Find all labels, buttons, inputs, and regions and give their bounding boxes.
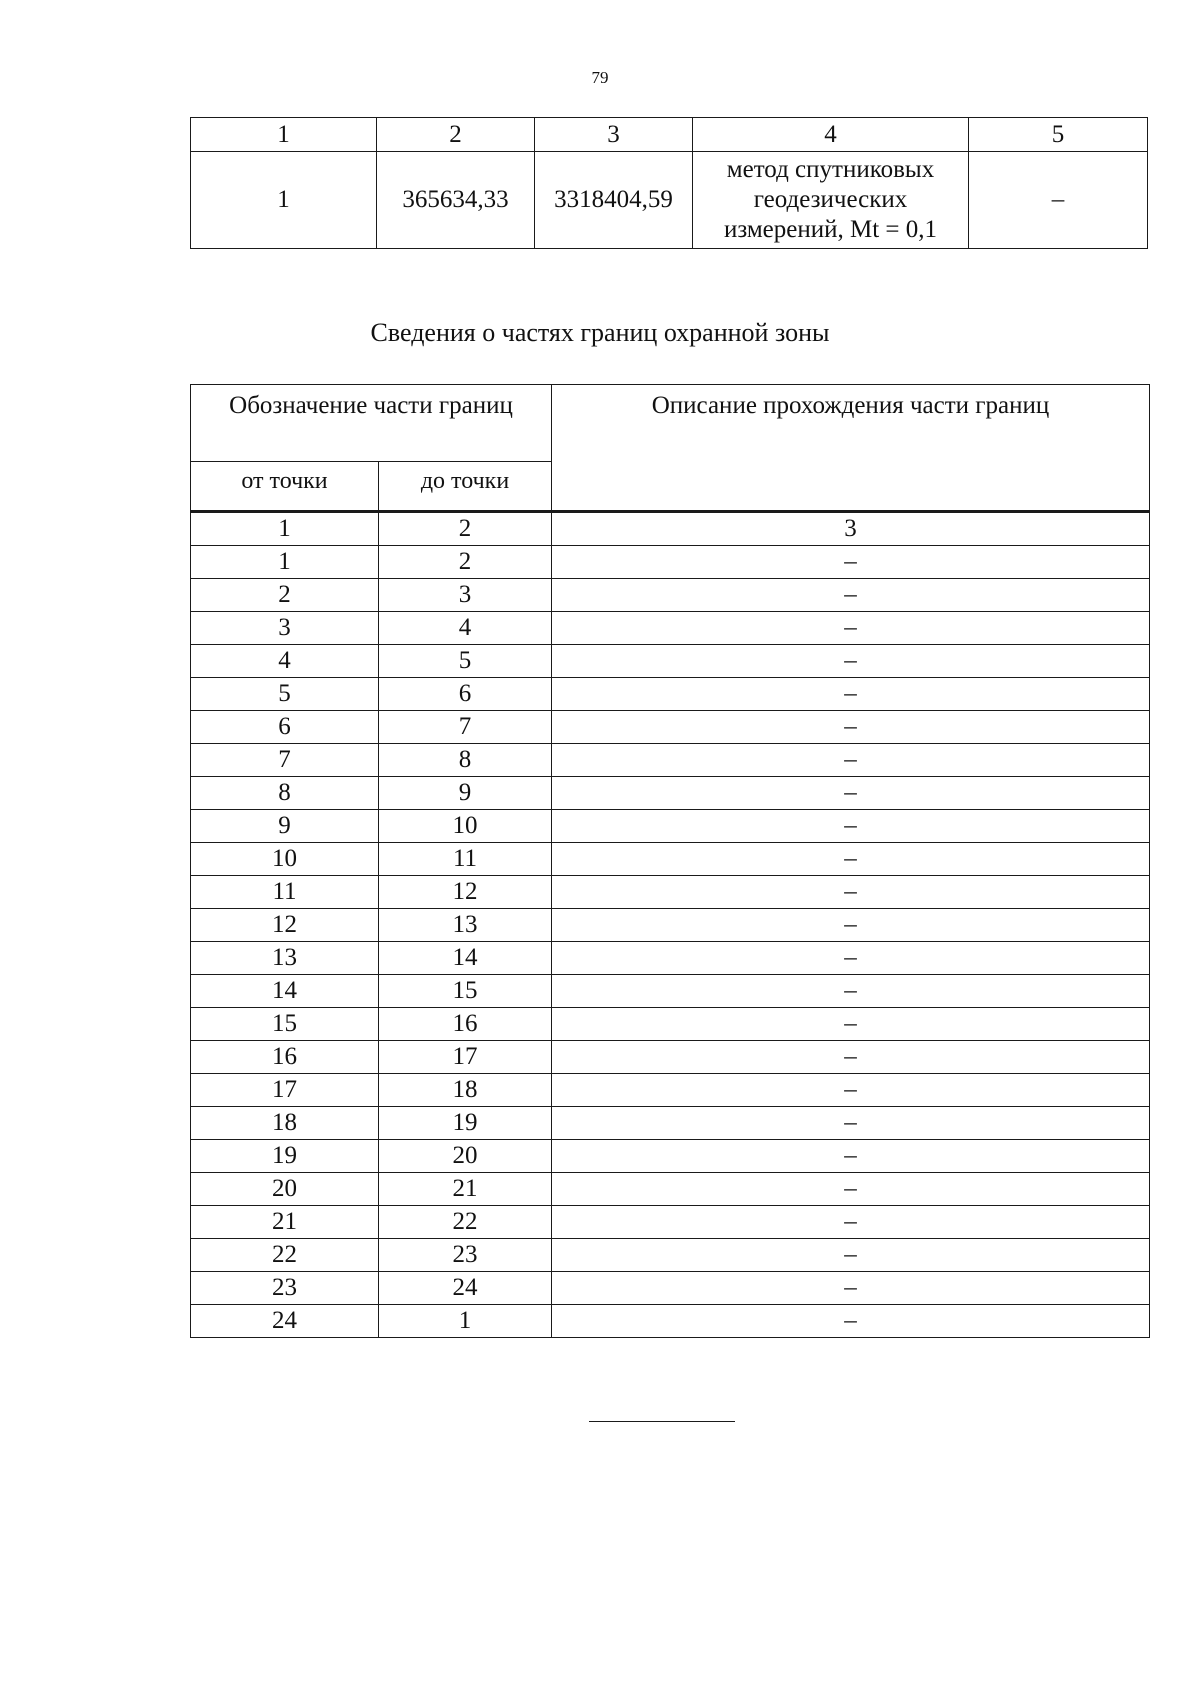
from-point-cell: 3 bbox=[191, 612, 379, 645]
to-point-cell: 24 bbox=[379, 1272, 552, 1305]
description-cell: – bbox=[552, 579, 1150, 612]
table-row bbox=[191, 843, 1150, 876]
to-point-cell: 16 bbox=[379, 1008, 552, 1041]
description-cell: – bbox=[552, 1206, 1150, 1239]
description-cell: – bbox=[552, 1041, 1150, 1074]
table-row bbox=[191, 909, 1150, 942]
from-point-cell: 19 bbox=[191, 1140, 379, 1173]
designation-header: Обозначение части границ bbox=[191, 385, 552, 462]
description-cell: – bbox=[552, 810, 1150, 843]
table-row bbox=[191, 1041, 1150, 1074]
description-header: Описание прохождения части границ bbox=[552, 385, 1150, 512]
section-title: Сведения о частях границ охранной зоны bbox=[370, 318, 830, 347]
table-row bbox=[191, 579, 1150, 612]
to-point-cell: 22 bbox=[379, 1206, 552, 1239]
parts-table-body bbox=[191, 546, 1150, 1338]
from-point-cell: 18 bbox=[191, 1107, 379, 1140]
description-cell: – bbox=[552, 876, 1150, 909]
from-point-cell: 16 bbox=[191, 1041, 379, 1074]
from-point-cell: 2 bbox=[191, 579, 379, 612]
from-point-header: от точки bbox=[191, 462, 379, 512]
to-point-cell: 9 bbox=[379, 777, 552, 810]
method-line: геодезических bbox=[753, 186, 908, 213]
table-row bbox=[191, 1074, 1150, 1107]
to-point-cell: 5 bbox=[379, 645, 552, 678]
to-point-cell: 10 bbox=[379, 810, 552, 843]
from-point-cell: 14 bbox=[191, 975, 379, 1008]
to-point-cell: 18 bbox=[379, 1074, 552, 1107]
from-point-cell: 11 bbox=[191, 876, 379, 909]
to-point-cell: 7 bbox=[379, 711, 552, 744]
table-row bbox=[191, 711, 1150, 744]
from-point-cell: 7 bbox=[191, 744, 379, 777]
table-row bbox=[191, 810, 1150, 843]
column-number-row bbox=[191, 512, 1150, 546]
description-cell: – bbox=[552, 1305, 1150, 1338]
from-point-cell: 15 bbox=[191, 1008, 379, 1041]
boundary-parts-table bbox=[190, 384, 1150, 1338]
table-row bbox=[191, 546, 1150, 579]
coordinates-header-row bbox=[191, 118, 1148, 152]
description-cell: – bbox=[552, 1272, 1150, 1305]
x-coordinate-cell: 365634,33 bbox=[377, 152, 535, 249]
coordinates-header-cell: 4 bbox=[693, 118, 969, 152]
to-point-cell: 23 bbox=[379, 1239, 552, 1272]
coordinates-header-cell: 1 bbox=[191, 118, 377, 152]
page-number: 79 bbox=[591, 68, 609, 87]
to-point-cell: 2 bbox=[379, 546, 552, 579]
column-number-cell: 1 bbox=[191, 512, 379, 546]
to-point-cell: 20 bbox=[379, 1140, 552, 1173]
to-point-cell: 17 bbox=[379, 1041, 552, 1074]
table-row bbox=[191, 678, 1150, 711]
description-cell: – bbox=[552, 1173, 1150, 1206]
description-cell: – bbox=[552, 1074, 1150, 1107]
description-cell: – bbox=[552, 711, 1150, 744]
from-point-cell: 17 bbox=[191, 1074, 379, 1107]
from-point-cell: 23 bbox=[191, 1272, 379, 1305]
table-row bbox=[191, 1305, 1150, 1338]
note-cell: – bbox=[969, 152, 1148, 249]
description-cell: – bbox=[552, 1008, 1150, 1041]
column-number-cell: 2 bbox=[379, 512, 552, 546]
description-cell: – bbox=[552, 942, 1150, 975]
from-point-cell: 1 bbox=[191, 546, 379, 579]
description-cell: – bbox=[552, 975, 1150, 1008]
from-point-cell: 9 bbox=[191, 810, 379, 843]
table-row bbox=[191, 1239, 1150, 1272]
from-point-cell: 12 bbox=[191, 909, 379, 942]
table-row bbox=[191, 1008, 1150, 1041]
from-point-cell: 4 bbox=[191, 645, 379, 678]
method-line: измерений, Mt = 0,1 bbox=[723, 216, 938, 243]
from-point-cell: 6 bbox=[191, 711, 379, 744]
from-point-cell: 8 bbox=[191, 777, 379, 810]
method-line: метод спутниковых bbox=[726, 156, 935, 183]
from-point-cell: 5 bbox=[191, 678, 379, 711]
to-point-cell: 4 bbox=[379, 612, 552, 645]
coordinates-header-cell: 2 bbox=[377, 118, 535, 152]
from-point-cell: 21 bbox=[191, 1206, 379, 1239]
table-row bbox=[191, 1107, 1150, 1140]
description-cell: – bbox=[552, 843, 1150, 876]
parts-header-row bbox=[191, 385, 1150, 462]
from-point-cell: 20 bbox=[191, 1173, 379, 1206]
column-number-cell: 3 bbox=[552, 512, 1150, 546]
description-cell: – bbox=[552, 1140, 1150, 1173]
description-cell: – bbox=[552, 777, 1150, 810]
to-point-cell: 14 bbox=[379, 942, 552, 975]
table-row bbox=[191, 1173, 1150, 1206]
to-point-cell: 19 bbox=[379, 1107, 552, 1140]
description-cell: – bbox=[552, 678, 1150, 711]
table-row bbox=[191, 1140, 1150, 1173]
coordinates-header-cell: 5 bbox=[969, 118, 1148, 152]
description-cell: – bbox=[552, 744, 1150, 777]
description-cell: – bbox=[552, 1239, 1150, 1272]
table-row bbox=[191, 777, 1150, 810]
coordinates-header-cell: 3 bbox=[535, 118, 693, 152]
from-point-cell: 22 bbox=[191, 1239, 379, 1272]
to-point-cell: 13 bbox=[379, 909, 552, 942]
table-row bbox=[191, 942, 1150, 975]
to-point-cell: 8 bbox=[379, 744, 552, 777]
to-point-cell: 15 bbox=[379, 975, 552, 1008]
method-cell bbox=[693, 152, 969, 249]
y-coordinate-cell: 3318404,59 bbox=[535, 152, 693, 249]
point-number-cell: 1 bbox=[191, 152, 377, 249]
table-row bbox=[191, 744, 1150, 777]
to-point-cell: 11 bbox=[379, 843, 552, 876]
from-point-cell: 13 bbox=[191, 942, 379, 975]
table-row bbox=[191, 612, 1150, 645]
table-row bbox=[191, 876, 1150, 909]
end-divider bbox=[589, 1421, 735, 1422]
table-row bbox=[191, 645, 1150, 678]
to-point-cell: 12 bbox=[379, 876, 552, 909]
from-point-cell: 10 bbox=[191, 843, 379, 876]
from-point-cell: 24 bbox=[191, 1305, 379, 1338]
to-point-cell: 6 bbox=[379, 678, 552, 711]
coordinates-data-row bbox=[191, 152, 1148, 249]
to-point-header: до точки bbox=[379, 462, 552, 512]
to-point-cell: 21 bbox=[379, 1173, 552, 1206]
table-row bbox=[191, 975, 1150, 1008]
coordinates-table bbox=[190, 117, 1148, 249]
description-cell: – bbox=[552, 909, 1150, 942]
table-row bbox=[191, 1206, 1150, 1239]
description-cell: – bbox=[552, 612, 1150, 645]
description-cell: – bbox=[552, 645, 1150, 678]
description-cell: – bbox=[552, 1107, 1150, 1140]
to-point-cell: 1 bbox=[379, 1305, 552, 1338]
to-point-cell: 3 bbox=[379, 579, 552, 612]
table-row bbox=[191, 1272, 1150, 1305]
description-cell: – bbox=[552, 546, 1150, 579]
